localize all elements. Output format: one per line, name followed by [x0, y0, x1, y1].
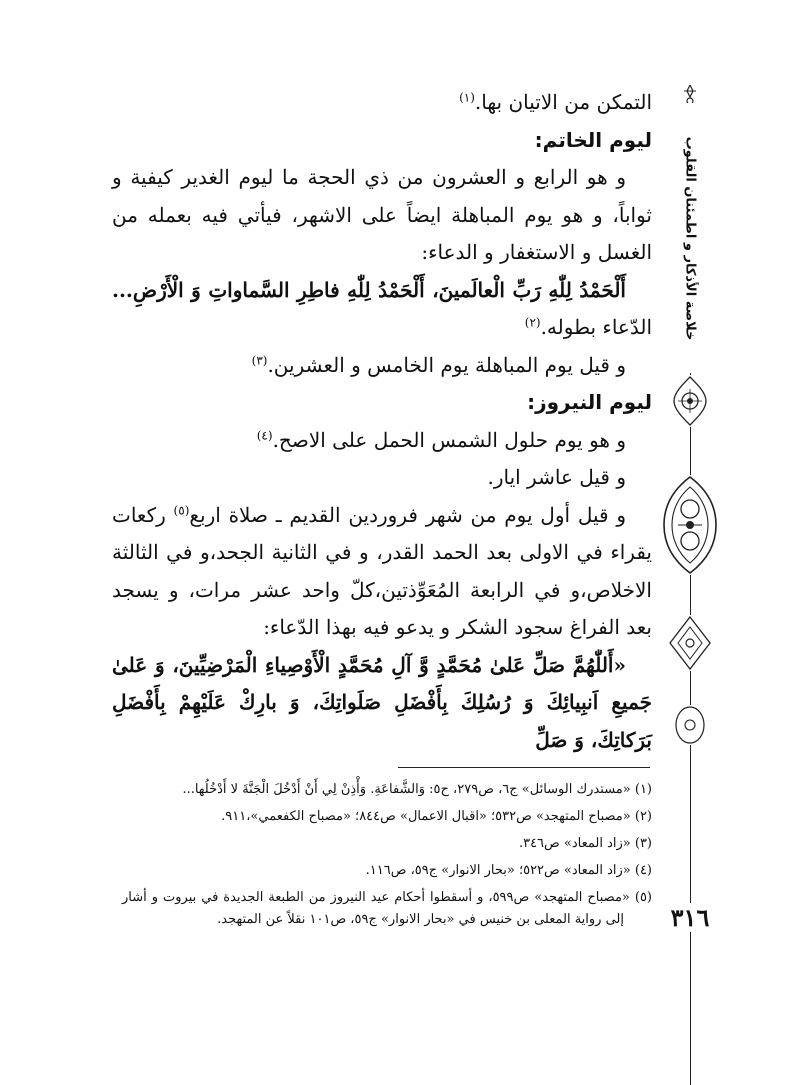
main-text — [112, 84, 652, 759]
paragraph-continuation: التمكن من الاتيان بها.$^{(١)}$ — [459, 90, 652, 114]
footnote-2: (٢) «مصباح المتهجد» ص٥٣٢؛ «اقبال الاعمال» ص٨٤٤؛ «مصباح الكفعمي»،٩١١. — [221, 809, 652, 824]
footnote-4: (٤) «زاد المعاد» ص٥٢٢؛ «بحار الانوار» ج٥٩، ص١١٦. — [365, 863, 652, 878]
footnote-ref-5: (٥) — [173, 502, 190, 517]
small-medallion-icon — [666, 375, 714, 427]
footnote-ref-4: (٤) — [256, 427, 273, 442]
footnote-ref-3: (٣) — [251, 352, 268, 367]
quran-text-1: أَلْحَمْدُ لِلّٰهِ رَبِّ الْعالَمينَ، أَلْحَمْدُ لِلّٰهِ فاطِرِ السَّماواتِ وَ الْأَرْضِ... — [112, 277, 626, 302]
side-rail — [660, 95, 720, 1085]
paragraph-khatam: و هو الرابع و العشرون من ذي الحجة ما ليوم الغدير كيفية و ثواباً، و هو يوم المباهلة ايضاً على الاشهر، فيأتي فيه بعمله من الغسل و الاستغفار و الدعاء: — [112, 165, 652, 264]
diamond-medallion-icon — [666, 615, 714, 671]
section-heading-nowruz: ليوم النيروز: — [527, 390, 652, 414]
paragraph-ayar: و قيل عاشر ايار. — [487, 465, 626, 489]
running-head: خلاصة الأذكار و اطمئنان القلوب — [670, 103, 710, 373]
footnote-1: (١) «مستدرك الوسائل» ج٦، ص٢٧٩، ح٥: وَالشَّفاعَةِ. وَأْذِنْ لِي أَنْ أَدْخُلَ الْجَنَّةَ لا أَدْخُلُها... — [182, 782, 652, 797]
small-medallion-icon-2 — [672, 705, 708, 745]
footnote-5: (٥) «مصباح المتهجد» ص٥٩٩، و أسقطوا أحكام عيد النيروز من الطبعة الجديدة في بيروت و أشار إلى رواية المعلى بن خنيس في «بحار الانوار» ج٥٩، ص١٠١ نقلاً عن المتهجد. — [122, 890, 652, 927]
section-heading-khatam: ليوم الخاتم: — [534, 127, 652, 152]
footnote-3: (٣) «زاد المعاد» ص٣٤٦. — [518, 836, 652, 851]
paragraph-farvardin: و قيل أول يوم من شهر فروردين القديم ـ صلاة اربع$^{(٥)}$ ركعات يقراء في الاولى بعد الحمد القدر، و في الثانية الجحد،و في الثالثة الاخلاص،و في الرابعة المُعَوِّذتين،كلّ واحد عشر مرات، و يسجد بعد الفراغ سجود الشكر و يدعو فيه بهذا الدّعاء: — [112, 502, 652, 639]
footnote-divider — [398, 767, 650, 768]
large-medallion-icon — [662, 475, 718, 575]
footnotes — [122, 779, 652, 936]
paragraph-dua-1: أَلْحَمْدُ لِلّٰهِ رَبِّ الْعالَمينَ، أَلْحَمْدُ لِلّٰهِ فاطِرِ السَّماواتِ وَ الْأَرْضِ... الدّعاء بطوله.$^{(٢)}$ — [112, 277, 652, 339]
quran-text-2: «أَللّٰهُمَّ صَلِّ عَلىٰ مُحَمَّدٍ وَّ آلِ مُحَمَّدٍ الْأَوْصِياءِ الْمَرْضِيِّينَ، وَ عَلىٰ جَميعِ اَنبِيائِكَ وَ رُسُلِكَ بِأَفْضَلِ صَلَواتِكَ، وَ بارِكْ عَلَيْهِمْ بِأَفْضَلِ بَرَكاتِكَ، وَ صَلِّ — [112, 652, 652, 752]
paragraph-mubahala: و قيل يوم المباهلة يوم الخامس و العشرين.$^{(٣)}$ — [251, 352, 626, 377]
paragraph-nowruz: و هو يوم حلول الشمس الحمل على الاصح.$^{(٤)}$ — [256, 427, 626, 452]
footnote-ref-1: (١) — [459, 90, 475, 105]
page-number: ٣١٦ — [660, 903, 720, 932]
footnote-ref-2: (٢) — [524, 315, 541, 330]
